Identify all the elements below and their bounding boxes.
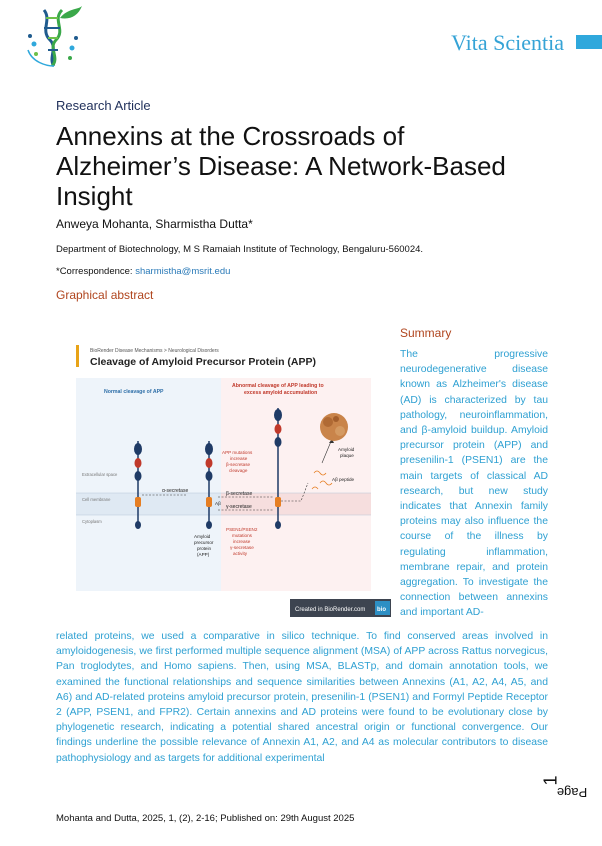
footer-citation: Mohanta and Dutta, 2025, 1, (2), 2-16; Published on: 29th August 2025 (56, 813, 355, 824)
normal-panel (76, 378, 221, 591)
summary-text-top: The progressive neurodegenerative disease known as Alzheimer's disease (AD) is characterized by tau pathology, neuroinflammation, and β-amyloid buildup. Amyloid precursor protein (APP) and presenilin-1 (PSEN1) are the main targets of classical AD research, but new study indicates that Annexin family proteins may also influence the course of the illness by regulating inflammation, membrane repair, and protein aggregation. To investigate the connection between annexins and important AD- (400, 349, 548, 619)
alpha-secretase-label: α-secretase (162, 488, 189, 494)
app-mutations-1: APP mutations (222, 450, 253, 455)
app-label-3: protein (197, 546, 212, 551)
figure-breadcrumb: BioRender Disease Mechanisms > Neurological Disorders (90, 348, 219, 354)
app-mutations-2: increase (230, 456, 248, 461)
beta-secretase-label: β-secretase (226, 491, 253, 497)
article-title: Annexins at the Crossroads of Alzheimer’s Disease: A Network-Based Insight (56, 121, 506, 211)
psen-2: mutations (232, 533, 252, 538)
extracellular-label: Extracellular space (82, 472, 118, 477)
app-mutations-4: cleavage (229, 468, 248, 473)
graphical-abstract-figure (76, 333, 391, 619)
gamma-secretase-label: γ-secretase (226, 504, 252, 510)
correspondence-email[interactable]: sharmistha@msrit.edu (135, 266, 231, 277)
psen-1: PSEN1/PSEN2 (226, 527, 258, 532)
abnormal-panel (221, 378, 371, 591)
plaque-label-1: Amyloid (338, 447, 355, 452)
psen-4: γ-secretase (230, 545, 254, 550)
biorender-logo: bio (377, 607, 386, 613)
page-num: 1 (540, 775, 561, 786)
summary-heading: Summary (400, 326, 452, 340)
figure-title-accent (76, 345, 79, 367)
page-label: Page (556, 784, 588, 800)
app-label-2: precursor (194, 540, 214, 545)
article-type: Research Article (56, 98, 151, 113)
figure-title: Cleavage of Amyloid Precursor Protein (APP) (90, 356, 317, 368)
abeta-peptide-label: Aβ peptide (332, 477, 355, 482)
authors: Anweya Mohanta, Sharmistha Dutta* (56, 217, 253, 231)
journal-logo (22, 4, 86, 68)
journal-accent-box (576, 35, 602, 49)
journal-name: Vita Scientia (451, 30, 564, 55)
psen-5: activity (233, 551, 248, 556)
cytoplasm-label: Cytoplasm (82, 519, 102, 524)
normal-label: Normal cleavage of APP (104, 389, 164, 395)
correspondence (56, 266, 230, 277)
correspondence-label: *Correspondence: (56, 266, 136, 277)
plaque-label-2: plaque (340, 453, 354, 458)
abnormal-label-1: Abnormal cleavage of APP leading to (232, 383, 324, 389)
psen-3: increase (233, 539, 251, 544)
amyloid-plaque (320, 413, 348, 441)
app-mutations-3: β-secretase (226, 462, 251, 467)
affiliation: Department of Biotechnology, M S Ramaiah Institute of Technology, Bengaluru-560024. (56, 244, 424, 255)
summary-text-bottom: related proteins, we used a comparative in silico technique. To find conserved areas involved in amyloidogenesis, we first performed multiple sequence alignment (MSA) of APP across Rattus norvegicus, Pan troglodytes, and Homo sapiens. Then, using MSA, BLASTp, and domain annotation tools, we examined the functional relationships and sequence similarities between Annexins (A1, A2, A4, A5, and A6) and AD-related proteins amyloid precursor protein, presenilin-1 (PSEN1) and Formyl Peptide Receptor 2 (APP, PSEN1, and FPR2). Certain annexins and AD proteins were found to be evolutionary close by phylogenetic research, indicating a potential shared ancestral origin or functional convergence. Our findings underline the possible relevance of Annexin A1, A2, and A4 as molecular contributors to disease pathophysiology and as targets for additional experimental (56, 631, 548, 764)
membrane-label: Cell membrane (82, 497, 111, 502)
page-number (540, 746, 588, 816)
graphical-abstract-heading: Graphical abstract (56, 288, 154, 302)
abeta-label: Aβ (215, 501, 221, 506)
biorender-credit: Created in BioRender.com (295, 607, 366, 613)
app-label-1: Amyloid (194, 534, 211, 539)
abnormal-label-2: excess amyloid accumulation (244, 390, 318, 396)
app-label-4: (APP) (197, 552, 210, 557)
